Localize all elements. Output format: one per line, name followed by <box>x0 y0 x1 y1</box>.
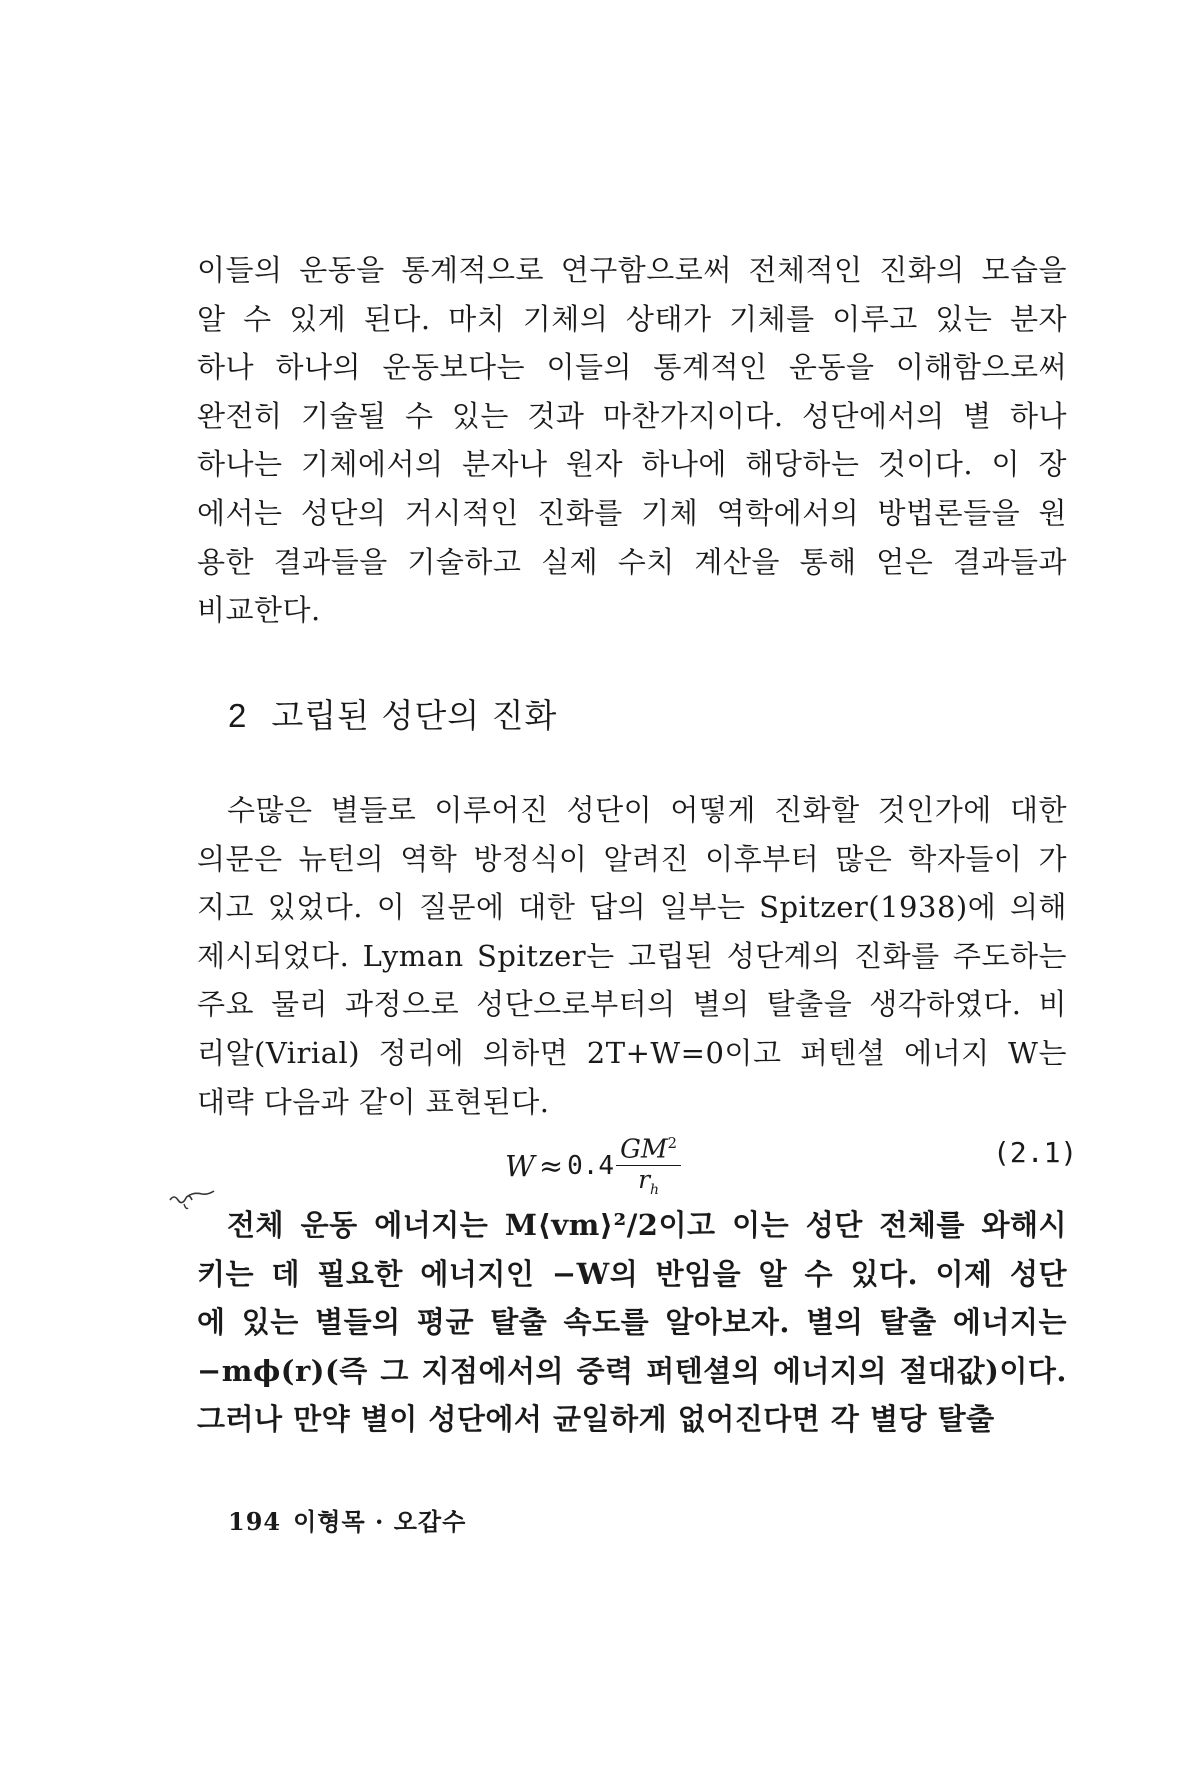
text-line: 대략 다음과 같이 표현된다. <box>197 1084 550 1119</box>
text-line: 지고 있었다. 이 질문에 대한 답의 일부는 Spitzer(1938)에 의해 <box>197 890 1067 925</box>
text-line: 리알(Virial) 정리에 의하면 2T+W=0이고 퍼텐셜 에너지 W는 <box>197 1035 1067 1070</box>
text-line: 에 있는 별들의 평균 탈출 속도를 알아보자. 별의 탈출 에너지는 <box>197 1305 1067 1340</box>
text-line: 주요 물리 과정으로 성단으로부터의 별의 탈출을 생각하였다. 비 <box>197 987 1067 1022</box>
paragraph-2 <box>197 786 1067 1126</box>
text-line: 완전히 기술될 수 있는 것과 마찬가지이다. 성단에서의 별 하나 <box>197 398 1067 433</box>
text-line: 제시되었다. Lyman Spitzer는 고립된 성단계의 진화를 주도하는 <box>197 938 1067 973</box>
fraction-numerator <box>616 1128 681 1166</box>
text-line: 비교한다. <box>197 593 321 628</box>
denominator-text: r <box>638 1164 651 1194</box>
paragraph-3 <box>197 1201 1067 1444</box>
equation-number: (2.1) <box>993 1136 1078 1169</box>
equation-2-1 <box>505 1128 681 1204</box>
text-line: 수많은 별들로 이루어진 성단이 어떻게 진화할 것인가에 대한 <box>227 793 1067 827</box>
equation-coefficient: 0.4 <box>567 1150 615 1181</box>
numerator-text: GM <box>620 1134 668 1165</box>
text-line: 전체 운동 에너지는 M⟨vm⟩²/2이고 이는 성단 전체를 와해시 <box>227 1208 1067 1242</box>
equation-lhs: W <box>505 1148 535 1183</box>
footer-authors: 이형목 · 오갑수 <box>293 1507 467 1536</box>
section-heading <box>228 690 557 737</box>
fraction-denominator <box>638 1166 659 1204</box>
text-line: 하나 하나의 운동보다는 이들의 통계적인 운동을 이해함으로써 <box>197 350 1067 385</box>
denominator-subscript: h <box>650 1181 660 1198</box>
text-line: 에서는 성단의 거시적인 진화를 기체 역학에서의 방법론들을 원 <box>197 495 1067 530</box>
approx-symbol: ≈ <box>538 1148 564 1183</box>
text-line: 그러나 만약 별이 성단에서 균일하게 없어진다면 각 별당 탈출 <box>197 1402 995 1437</box>
text-line: 이들의 운동을 통계적으로 연구함으로써 전체적인 진화의 모습을 <box>197 253 1067 287</box>
page-footer <box>228 1502 466 1537</box>
page-number: 194 <box>228 1507 282 1536</box>
text-line: 알 수 있게 된다. 마치 기체의 상태가 기체를 이루고 있는 분자 <box>197 301 1067 336</box>
numerator-power: 2 <box>667 1134 678 1152</box>
text-line: 의문은 뉴턴의 역학 방정식이 알려진 이후부터 많은 학자들이 가 <box>197 841 1067 876</box>
paragraph-1 <box>197 246 1067 635</box>
text-line: 용한 결과들을 기술하고 실제 수치 계산을 통해 얻은 결과들과 <box>197 544 1067 579</box>
section-number: 2 <box>228 697 248 734</box>
section-title: 고립된 성단의 진화 <box>271 696 558 735</box>
text-line: 하나는 기체에서의 분자나 원자 하나에 해당하는 것이다. 이 장 <box>197 447 1067 482</box>
equation-fraction <box>616 1128 681 1204</box>
text-line: 키는 데 필요한 에너지인 −W의 반임을 알 수 있다. 이제 성단 <box>197 1256 1067 1291</box>
text-line: −mϕ(r)(즉 그 지점에서의 중력 퍼텐셜의 에너지의 절대값)이다. <box>197 1353 1067 1388</box>
